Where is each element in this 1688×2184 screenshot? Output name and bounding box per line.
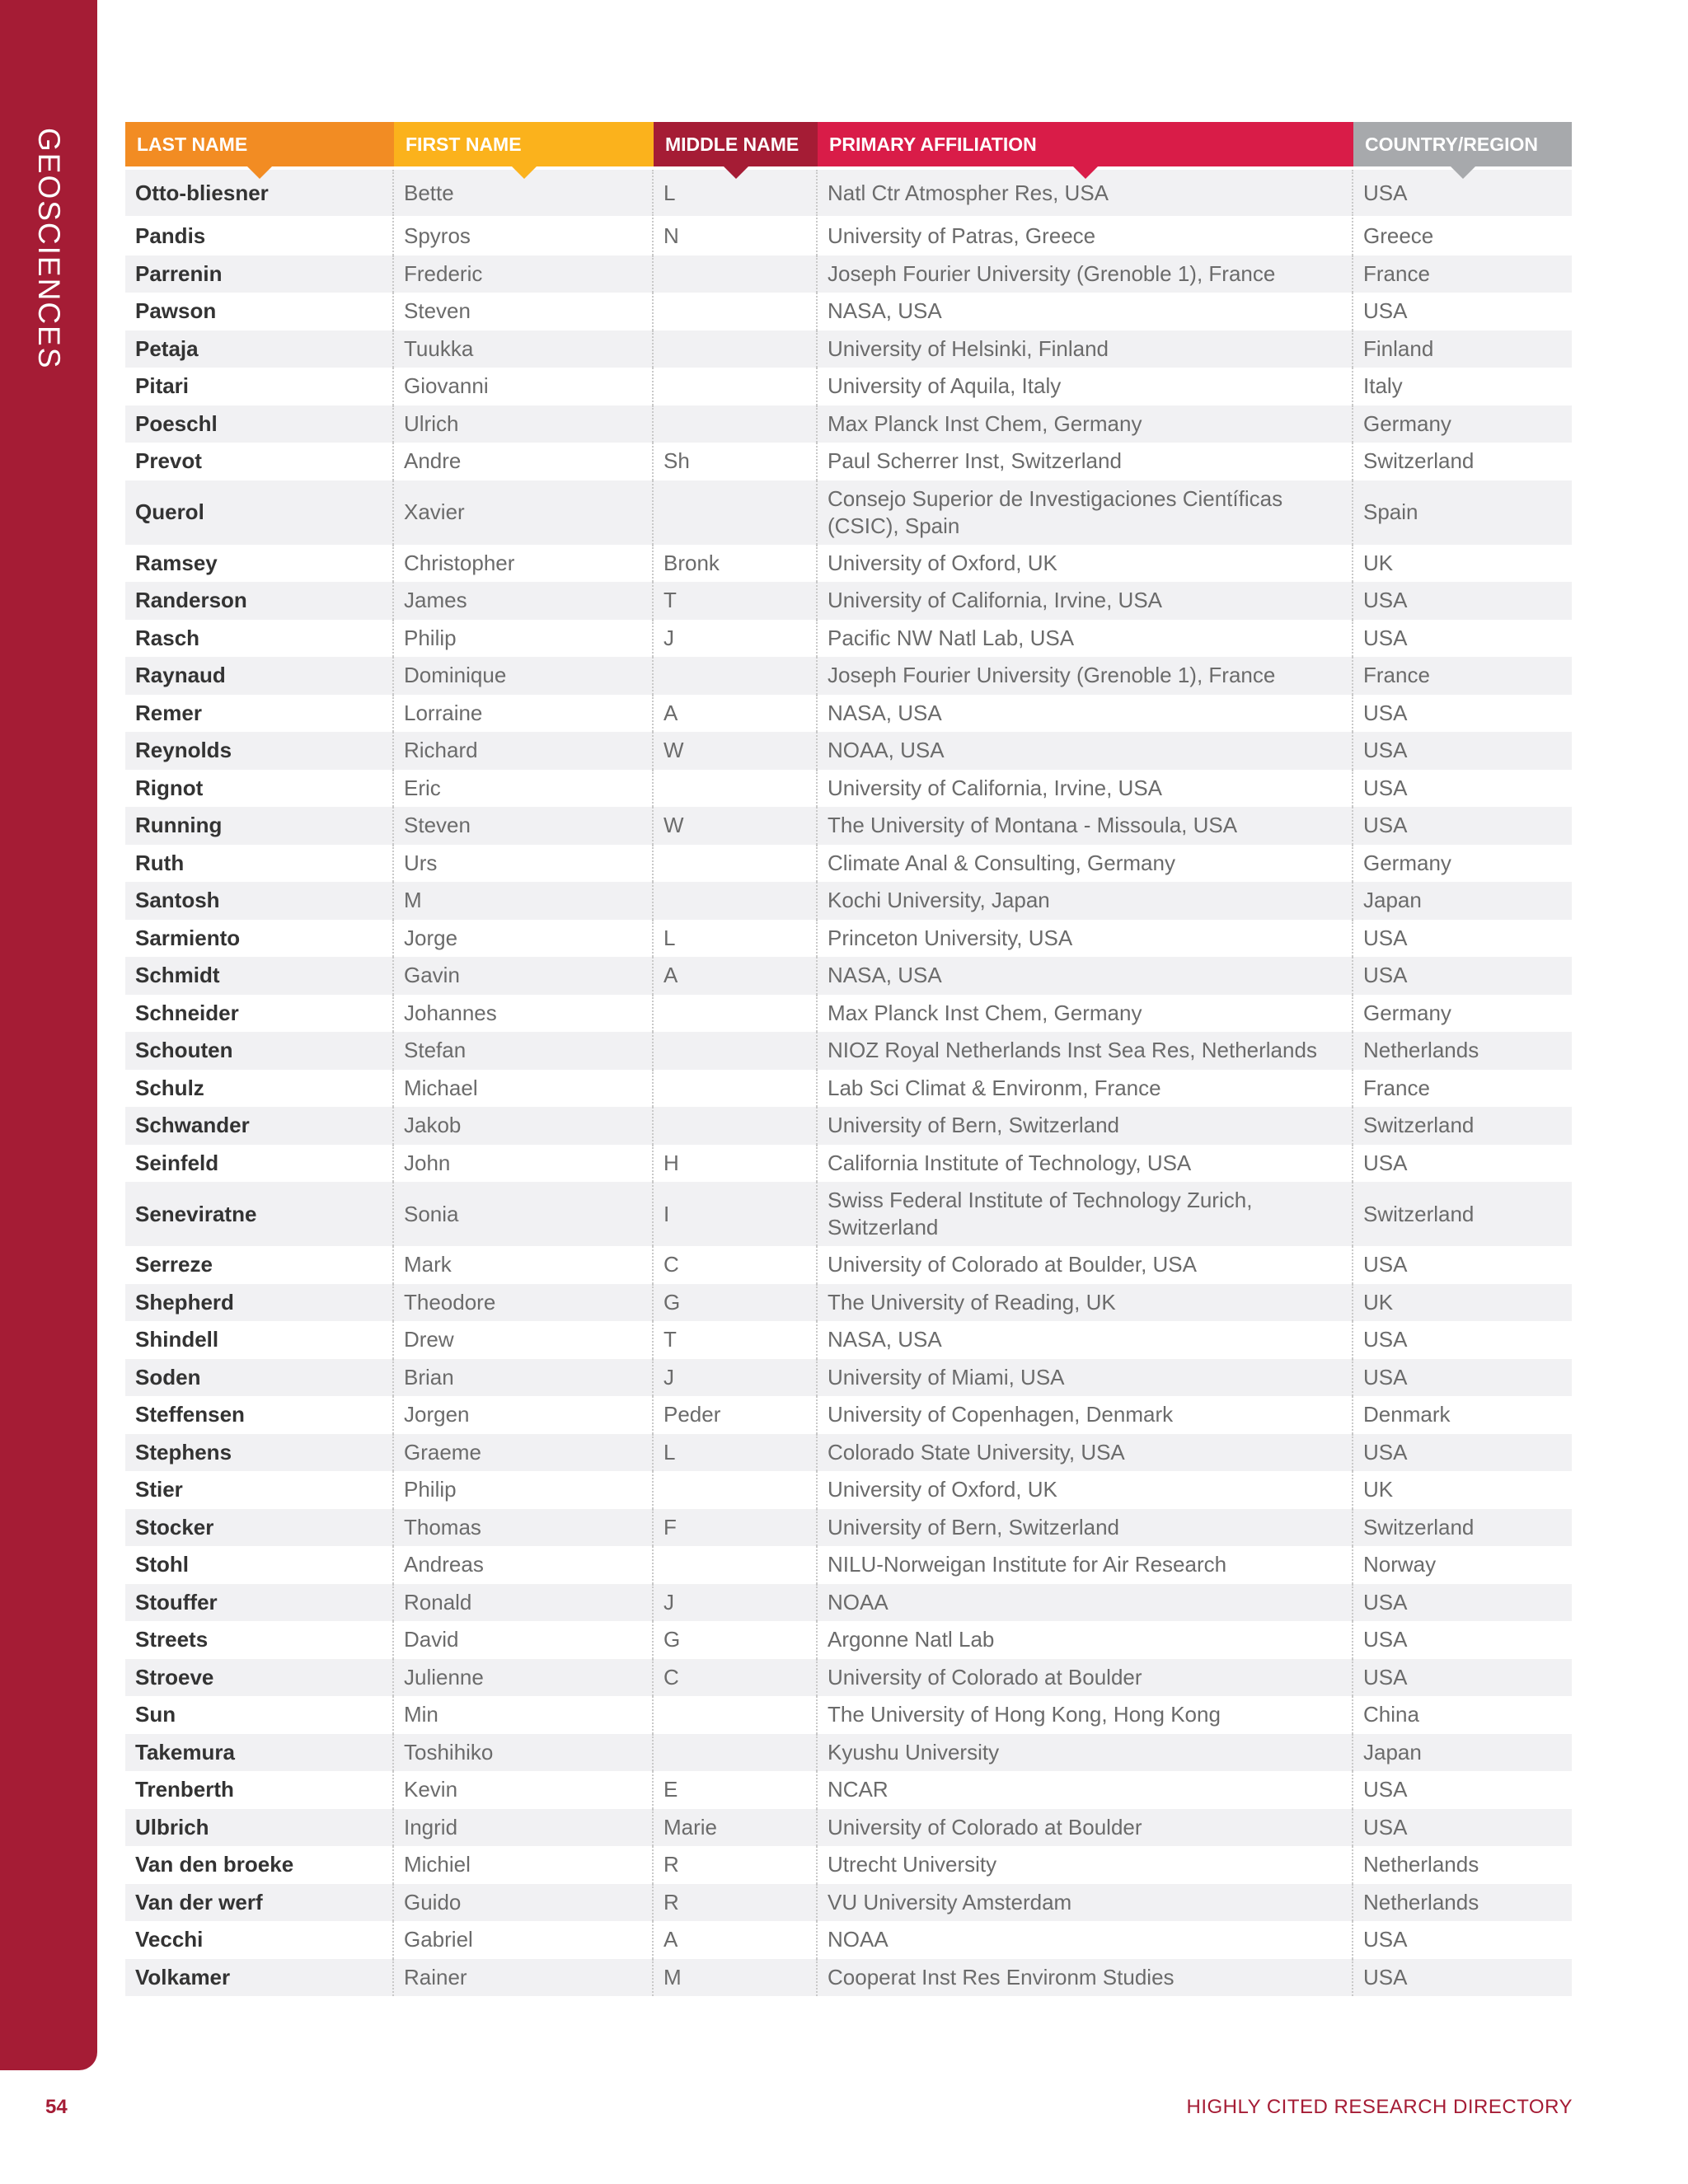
- country-cell: Denmark: [1363, 1402, 1451, 1427]
- country-cell: USA: [1363, 1927, 1408, 1952]
- affiliation-cell: NOAA, USA: [818, 732, 1353, 770]
- first-name-cell: Kevin: [394, 1771, 654, 1809]
- middle-name-cell: T: [654, 582, 818, 620]
- affiliation-cell: Natl Ctr Atmospher Res, USA: [818, 170, 1353, 216]
- middle-name-cell: A: [654, 957, 818, 995]
- middle-name-cell: [654, 1070, 818, 1108]
- country-cell: USA: [1363, 700, 1408, 725]
- country-cell: USA: [1363, 1439, 1408, 1465]
- middle-name-cell: M: [654, 1959, 818, 1997]
- first-name-cell: Michael: [394, 1070, 654, 1108]
- affiliation-cell: Kyushu University: [818, 1734, 1353, 1772]
- country-cell: UK: [1363, 1289, 1394, 1315]
- first-name-cell: Philip: [394, 1471, 654, 1509]
- table-row: [125, 1584, 1572, 1622]
- middle-name-cell: Bronk: [654, 545, 818, 583]
- table-row: [125, 443, 1572, 480]
- country-cell: USA: [1363, 925, 1408, 950]
- page-number: 54: [45, 2096, 68, 2118]
- last-name-cell: Ruth: [125, 845, 394, 883]
- middle-name-cell: [654, 882, 818, 920]
- last-name-cell: Poeschl: [125, 405, 394, 443]
- middle-name-cell: L: [654, 920, 818, 958]
- country-cell: France: [1363, 260, 1430, 286]
- table-row: [125, 545, 1572, 583]
- table-row: [125, 770, 1572, 808]
- affiliation-cell: Joseph Fourier University (Grenoble 1), France: [818, 255, 1353, 293]
- country-cell: Switzerland: [1363, 1201, 1475, 1226]
- last-name-cell: Sarmiento: [125, 920, 394, 958]
- country-cell: Switzerland: [1363, 448, 1475, 474]
- table-row: [125, 1809, 1572, 1847]
- affiliation-cell: Pacific NW Natl Lab, USA: [818, 620, 1353, 658]
- affiliation-cell: NASA, USA: [818, 695, 1353, 733]
- country-cell: Netherlands: [1363, 1852, 1479, 1877]
- table-row: [125, 845, 1572, 883]
- middle-name-cell: Sh: [654, 443, 818, 480]
- country-cell: China: [1363, 1702, 1419, 1727]
- country-cell: USA: [1363, 775, 1408, 800]
- middle-name-cell: T: [654, 1321, 818, 1359]
- first-name-cell: Urs: [394, 845, 654, 883]
- table-row: [125, 1107, 1572, 1145]
- first-name-cell: Ronald: [394, 1584, 654, 1622]
- first-name-cell: Sonia: [394, 1182, 654, 1246]
- last-name-cell: Vecchi: [125, 1921, 394, 1959]
- last-name-cell: Reynolds: [125, 732, 394, 770]
- first-name-cell: Tuukka: [394, 330, 654, 368]
- table-row: [125, 882, 1572, 920]
- last-name-cell: Schneider: [125, 995, 394, 1033]
- country-cell: Greece: [1363, 223, 1434, 249]
- first-name-cell: Min: [394, 1696, 654, 1734]
- country-cell: Spain: [1363, 499, 1418, 524]
- first-name-cell: Steven: [394, 807, 654, 845]
- table-row: [125, 368, 1572, 405]
- first-name-cell: Guido: [394, 1884, 654, 1922]
- table-row: [125, 732, 1572, 770]
- first-name-cell: Richard: [394, 732, 654, 770]
- affiliation-cell: Lab Sci Climat & Environm, France: [818, 1070, 1353, 1108]
- country-cell: USA: [1363, 1777, 1408, 1802]
- affiliation-cell: Argonne Natl Lab: [818, 1621, 1353, 1659]
- first-name-cell: Philip: [394, 620, 654, 658]
- first-name-cell: Thomas: [394, 1509, 654, 1547]
- section-band: [0, 0, 97, 2070]
- first-name-cell: Drew: [394, 1321, 654, 1359]
- last-name-cell: Stroeve: [125, 1659, 394, 1697]
- table-row: [125, 1846, 1572, 1884]
- last-name-cell: Raynaud: [125, 657, 394, 695]
- header-first-name: FIRST NAME: [394, 122, 654, 166]
- middle-name-cell: N: [654, 218, 818, 255]
- country-cell: Finland: [1363, 335, 1434, 361]
- last-name-cell: Van den broeke: [125, 1846, 394, 1884]
- table-row: [125, 1396, 1572, 1434]
- country-cell: USA: [1363, 1964, 1408, 1990]
- table-row: [125, 218, 1572, 255]
- table-row: [125, 1070, 1572, 1108]
- affiliation-cell: Paul Scherrer Inst, Switzerland: [818, 443, 1353, 480]
- affiliation-cell: University of Colorado at Boulder: [818, 1659, 1353, 1697]
- last-name-cell: Van der werf: [125, 1884, 394, 1922]
- middle-name-cell: [654, 293, 818, 330]
- affiliation-cell: VU University Amsterdam: [818, 1884, 1353, 1922]
- country-cell: Germany: [1363, 1000, 1451, 1025]
- affiliation-cell: NILU-Norweigan Institute for Air Research: [818, 1546, 1353, 1584]
- country-cell: USA: [1363, 1327, 1408, 1352]
- last-name-cell: Santosh: [125, 882, 394, 920]
- country-cell: Germany: [1363, 410, 1451, 436]
- affiliation-cell: Colorado State University, USA: [818, 1434, 1353, 1472]
- last-name-cell: Stocker: [125, 1509, 394, 1547]
- country-cell: USA: [1363, 1664, 1408, 1690]
- affiliation-cell: University of Oxford, UK: [818, 1471, 1353, 1509]
- first-name-cell: Julienne: [394, 1659, 654, 1697]
- last-name-cell: Schulz: [125, 1070, 394, 1108]
- table-row: [125, 1032, 1572, 1070]
- first-name-cell: Brian: [394, 1359, 654, 1397]
- affiliation-cell: University of Miami, USA: [818, 1359, 1353, 1397]
- country-cell: USA: [1363, 1814, 1408, 1840]
- first-name-cell: Gabriel: [394, 1921, 654, 1959]
- first-name-cell: Stefan: [394, 1032, 654, 1070]
- country-cell: France: [1363, 1075, 1430, 1100]
- last-name-cell: Otto-bliesner: [125, 170, 394, 216]
- last-name-cell: Seinfeld: [125, 1145, 394, 1183]
- country-cell: Germany: [1363, 850, 1451, 875]
- middle-name-cell: [654, 330, 818, 368]
- last-name-cell: Takemura: [125, 1734, 394, 1772]
- middle-name-cell: [654, 255, 818, 293]
- country-cell: Netherlands: [1363, 1038, 1479, 1063]
- affiliation-cell: The University of Montana - Missoula, USA: [818, 807, 1353, 845]
- table-row: [125, 657, 1572, 695]
- last-name-cell: Steffensen: [125, 1396, 394, 1434]
- middle-name-cell: G: [654, 1621, 818, 1659]
- last-name-cell: Prevot: [125, 443, 394, 480]
- affiliation-cell: Consejo Superior de Investigaciones Científicas (CSIC), Spain: [818, 480, 1353, 545]
- last-name-cell: Pawson: [125, 293, 394, 330]
- first-name-cell: Rainer: [394, 1959, 654, 1997]
- affiliation-cell: University of Bern, Switzerland: [818, 1509, 1353, 1547]
- first-name-cell: James: [394, 582, 654, 620]
- affiliation-cell: NASA, USA: [818, 293, 1353, 330]
- middle-name-cell: [654, 770, 818, 808]
- affiliation-cell: NCAR: [818, 1771, 1353, 1809]
- middle-name-cell: [654, 368, 818, 405]
- table-row: [125, 1771, 1572, 1809]
- table-row: [125, 957, 1572, 995]
- middle-name-cell: E: [654, 1771, 818, 1809]
- country-cell: USA: [1363, 813, 1408, 838]
- first-name-cell: Jorgen: [394, 1396, 654, 1434]
- last-name-cell: Stohl: [125, 1546, 394, 1584]
- last-name-cell: Serreze: [125, 1246, 394, 1284]
- country-cell: USA: [1363, 963, 1408, 988]
- table-row: [125, 1509, 1572, 1547]
- middle-name-cell: W: [654, 732, 818, 770]
- affiliation-cell: University of Helsinki, Finland: [818, 330, 1353, 368]
- first-name-cell: Spyros: [394, 218, 654, 255]
- first-name-cell: Christopher: [394, 545, 654, 583]
- affiliation-cell: Cooperat Inst Res Environm Studies: [818, 1959, 1353, 1997]
- last-name-cell: Schmidt: [125, 957, 394, 995]
- middle-name-cell: [654, 657, 818, 695]
- last-name-cell: Seneviratne: [125, 1182, 394, 1246]
- first-name-cell: Jorge: [394, 920, 654, 958]
- table-row: [125, 255, 1572, 293]
- table-row: [125, 1359, 1572, 1397]
- first-name-cell: Theodore: [394, 1284, 654, 1322]
- last-name-cell: Remer: [125, 695, 394, 733]
- footer-title: HIGHLY CITED RESEARCH DIRECTORY: [1186, 2096, 1573, 2118]
- table-row: [125, 620, 1572, 658]
- middle-name-cell: R: [654, 1884, 818, 1922]
- last-name-cell: Trenberth: [125, 1771, 394, 1809]
- last-name-cell: Ulbrich: [125, 1809, 394, 1847]
- affiliation-cell: NOAA: [818, 1584, 1353, 1622]
- country-cell: Italy: [1363, 373, 1403, 399]
- table-row: [125, 330, 1572, 368]
- middle-name-cell: [654, 1471, 818, 1509]
- last-name-cell: Schouten: [125, 1032, 394, 1070]
- table-row: [125, 1246, 1572, 1284]
- middle-name-cell: R: [654, 1846, 818, 1884]
- middle-name-cell: F: [654, 1509, 818, 1547]
- affiliation-cell: University of Bern, Switzerland: [818, 1107, 1353, 1145]
- table-row: [125, 582, 1572, 620]
- affiliation-cell: Joseph Fourier University (Grenoble 1), France: [818, 657, 1353, 695]
- table-row: [125, 1696, 1572, 1734]
- affiliation-cell: The University of Reading, UK: [818, 1284, 1353, 1322]
- table-row: [125, 1321, 1572, 1359]
- middle-name-cell: A: [654, 1921, 818, 1959]
- last-name-cell: Randerson: [125, 582, 394, 620]
- middle-name-cell: [654, 1546, 818, 1584]
- middle-name-cell: [654, 845, 818, 883]
- affiliation-cell: Max Planck Inst Chem, Germany: [818, 405, 1353, 443]
- first-name-cell: Andreas: [394, 1546, 654, 1584]
- header-country-region: COUNTRY/REGION: [1353, 122, 1572, 166]
- middle-name-cell: H: [654, 1145, 818, 1183]
- middle-name-cell: J: [654, 1584, 818, 1622]
- affiliation-cell: Princeton University, USA: [818, 920, 1353, 958]
- country-cell: USA: [1363, 1589, 1408, 1615]
- last-name-cell: Soden: [125, 1359, 394, 1397]
- country-cell: USA: [1363, 1627, 1408, 1652]
- last-name-cell: Stephens: [125, 1434, 394, 1472]
- affiliation-cell: NOAA: [818, 1921, 1353, 1959]
- table-row: [125, 1921, 1572, 1959]
- first-name-cell: Dominique: [394, 657, 654, 695]
- first-name-cell: John: [394, 1145, 654, 1183]
- first-name-cell: Bette: [394, 170, 654, 216]
- last-name-cell: Running: [125, 807, 394, 845]
- last-name-cell: Pandis: [125, 218, 394, 255]
- country-cell: Japan: [1363, 888, 1422, 913]
- first-name-cell: Graeme: [394, 1434, 654, 1472]
- country-cell: Netherlands: [1363, 1889, 1479, 1915]
- researcher-table: [125, 122, 1572, 1996]
- middle-name-cell: C: [654, 1246, 818, 1284]
- first-name-cell: Toshihiko: [394, 1734, 654, 1772]
- first-name-cell: M: [394, 882, 654, 920]
- affiliation-cell: Climate Anal & Consulting, Germany: [818, 845, 1353, 883]
- affiliation-cell: University of Colorado at Boulder, USA: [818, 1246, 1353, 1284]
- middle-name-cell: L: [654, 1434, 818, 1472]
- first-name-cell: Steven: [394, 293, 654, 330]
- header-last-name: LAST NAME: [125, 122, 394, 166]
- country-cell: Switzerland: [1363, 1113, 1475, 1138]
- first-name-cell: Xavier: [394, 480, 654, 545]
- middle-name-cell: [654, 405, 818, 443]
- middle-name-cell: J: [654, 1359, 818, 1397]
- first-name-cell: Johannes: [394, 995, 654, 1033]
- header-middle-name: MIDDLE NAME: [654, 122, 818, 166]
- middle-name-cell: [654, 1032, 818, 1070]
- table-row: [125, 1734, 1572, 1772]
- table-row: [125, 405, 1572, 443]
- affiliation-cell: University of Patras, Greece: [818, 218, 1353, 255]
- table-header: [125, 122, 1572, 166]
- last-name-cell: Shindell: [125, 1321, 394, 1359]
- table-row: [125, 1284, 1572, 1322]
- affiliation-cell: NIOZ Royal Netherlands Inst Sea Res, Netherlands: [818, 1032, 1353, 1070]
- affiliation-cell: Kochi University, Japan: [818, 882, 1353, 920]
- middle-name-cell: [654, 1107, 818, 1145]
- last-name-cell: Rasch: [125, 620, 394, 658]
- table-row: [125, 920, 1572, 958]
- table-row: [125, 995, 1572, 1033]
- affiliation-cell: University of California, Irvine, USA: [818, 770, 1353, 808]
- middle-name-cell: G: [654, 1284, 818, 1322]
- last-name-cell: Petaja: [125, 330, 394, 368]
- affiliation-cell: NASA, USA: [818, 957, 1353, 995]
- country-cell: USA: [1363, 738, 1408, 763]
- last-name-cell: Parrenin: [125, 255, 394, 293]
- table-row: [125, 480, 1572, 545]
- country-cell: USA: [1363, 180, 1408, 205]
- last-name-cell: Querol: [125, 480, 394, 545]
- country-cell: UK: [1363, 550, 1394, 575]
- country-cell: USA: [1363, 1150, 1408, 1175]
- country-cell: USA: [1363, 298, 1408, 324]
- country-cell: France: [1363, 663, 1430, 688]
- affiliation-cell: University of Oxford, UK: [818, 545, 1353, 583]
- first-name-cell: David: [394, 1621, 654, 1659]
- table-body: [125, 170, 1572, 1996]
- country-cell: USA: [1363, 625, 1408, 650]
- middle-name-cell: [654, 995, 818, 1033]
- affiliation-cell: The University of Hong Kong, Hong Kong: [818, 1696, 1353, 1734]
- table-row: [125, 807, 1572, 845]
- last-name-cell: Stouffer: [125, 1584, 394, 1622]
- middle-name-cell: C: [654, 1659, 818, 1697]
- table-row: [125, 1546, 1572, 1584]
- last-name-cell: Schwander: [125, 1107, 394, 1145]
- table-row: [125, 1145, 1572, 1183]
- first-name-cell: Eric: [394, 770, 654, 808]
- first-name-cell: Ulrich: [394, 405, 654, 443]
- affiliation-cell: University of California, Irvine, USA: [818, 582, 1353, 620]
- last-name-cell: Sun: [125, 1696, 394, 1734]
- last-name-cell: Streets: [125, 1621, 394, 1659]
- country-cell: UK: [1363, 1477, 1394, 1502]
- middle-name-cell: [654, 1734, 818, 1772]
- first-name-cell: Michiel: [394, 1846, 654, 1884]
- table-row: [125, 1471, 1572, 1509]
- affiliation-cell: NASA, USA: [818, 1321, 1353, 1359]
- middle-name-cell: Peder: [654, 1396, 818, 1434]
- affiliation-cell: University of Colorado at Boulder: [818, 1809, 1353, 1847]
- last-name-cell: Rignot: [125, 770, 394, 808]
- table-row: [125, 1434, 1572, 1472]
- table-row: [125, 695, 1572, 733]
- last-name-cell: Ramsey: [125, 545, 394, 583]
- middle-name-cell: Marie: [654, 1809, 818, 1847]
- middle-name-cell: A: [654, 695, 818, 733]
- affiliation-cell: University of Copenhagen, Denmark: [818, 1396, 1353, 1434]
- first-name-cell: Frederic: [394, 255, 654, 293]
- middle-name-cell: I: [654, 1182, 818, 1246]
- first-name-cell: Gavin: [394, 957, 654, 995]
- table-row: [125, 1621, 1572, 1659]
- affiliation-cell: University of Aquila, Italy: [818, 368, 1353, 405]
- table-row: [125, 1959, 1572, 1997]
- last-name-cell: Pitari: [125, 368, 394, 405]
- affiliation-cell: Max Planck Inst Chem, Germany: [818, 995, 1353, 1033]
- country-cell: USA: [1363, 588, 1408, 613]
- first-name-cell: Andre: [394, 443, 654, 480]
- country-cell: Japan: [1363, 1739, 1422, 1765]
- middle-name-cell: J: [654, 620, 818, 658]
- first-name-cell: Jakob: [394, 1107, 654, 1145]
- middle-name-cell: [654, 480, 818, 545]
- first-name-cell: Ingrid: [394, 1809, 654, 1847]
- table-row: [125, 1884, 1572, 1922]
- section-label: GEOSCIENCES: [32, 128, 66, 370]
- affiliation-cell: California Institute of Technology, USA: [818, 1145, 1353, 1183]
- country-cell: Switzerland: [1363, 1514, 1475, 1540]
- first-name-cell: Giovanni: [394, 368, 654, 405]
- last-name-cell: Stier: [125, 1471, 394, 1509]
- affiliation-cell: Swiss Federal Institute of Technology Zurich, Switzerland: [818, 1182, 1353, 1246]
- table-row: [125, 1659, 1572, 1697]
- middle-name-cell: W: [654, 807, 818, 845]
- country-cell: USA: [1363, 1252, 1408, 1277]
- table-row: [125, 170, 1572, 216]
- country-cell: Norway: [1363, 1552, 1437, 1577]
- middle-name-cell: L: [654, 170, 818, 216]
- table-row: [125, 293, 1572, 330]
- first-name-cell: Lorraine: [394, 695, 654, 733]
- country-cell: USA: [1363, 1364, 1408, 1390]
- first-name-cell: Mark: [394, 1246, 654, 1284]
- table-row: [125, 1182, 1572, 1246]
- last-name-cell: Volkamer: [125, 1959, 394, 1997]
- header-primary-affiliation: PRIMARY AFFILIATION: [818, 122, 1353, 166]
- last-name-cell: Shepherd: [125, 1284, 394, 1322]
- affiliation-cell: Utrecht University: [818, 1846, 1353, 1884]
- middle-name-cell: [654, 1696, 818, 1734]
